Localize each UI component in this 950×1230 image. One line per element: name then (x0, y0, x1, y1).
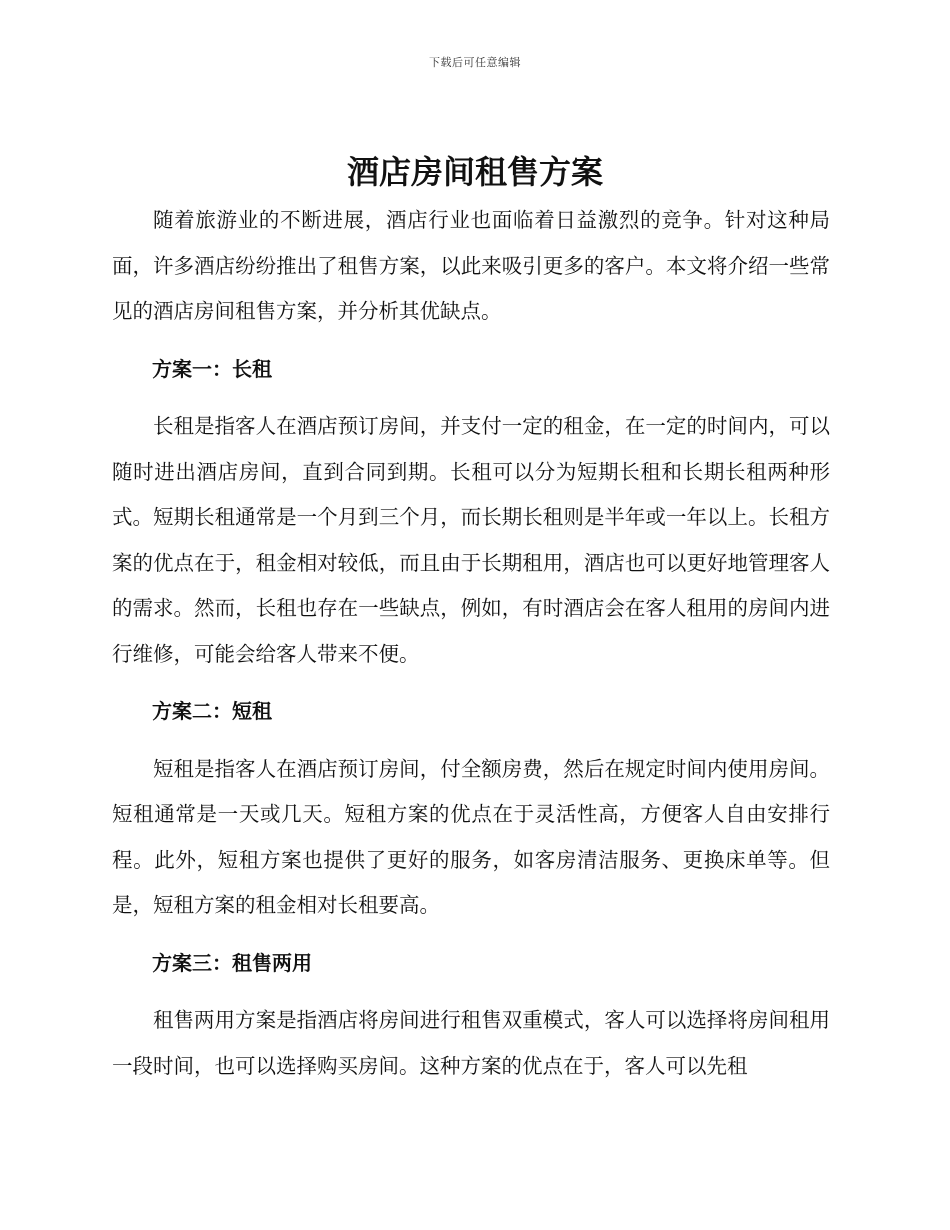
section-paragraph-2: 短租是指客人在酒店预订房间，付全额房费，然后在规定时间内使用房间。短租通常是一天或几天。短租方案的优点在于灵活性高，方便客人自由安排行程。此外，短租方案也提供了更好的服务，如客房清洁服务、更换床单等。但是，短租方案的租金相对长租要高。 (112, 756, 830, 917)
document-body (112, 198, 830, 1089)
document-title: 酒店房间租售方案 (346, 153, 603, 191)
section-paragraph-1: 长租是指客人在酒店预订房间，并支付一定的租金，在一定的时间内，可以随时进出酒店房间，直到合同到期。长租可以分为短期长租和长期长租两种形式。短期长租通常是一个月到三个月，而长期长租则是半年或一年以上。长租方案的优点在于，租金相对较低，而且由于长期租用，酒店也可以更好地管理客人的需求。然而，长租也存在一些缺点，例如，有时酒店会在客人租用的房间内进行维修，可能会给客人带来不便。 (112, 414, 830, 666)
header-note: 下载后可任意编辑 (429, 56, 521, 69)
section-heading-2: 方案二：短租 (152, 699, 272, 723)
intro-paragraph: 随着旅游业的不断进展，酒店行业也面临着日益激烈的竞争。针对这种局面，许多酒店纷纷推出了租售方案，以此来吸引更多的客户。本文将介绍一些常见的酒店房间租售方案，并分析其优缺点。 (112, 208, 830, 323)
section-heading-3: 方案三：租售两用 (152, 950, 312, 975)
section-paragraph-3: 租售两用方案是指酒店将房间进行租售双重模式，客人可以选择将房间租用一段时间，也可以选择购买房间。这种方案的优点在于，客人可以先租 (112, 1008, 830, 1078)
section-heading-1: 方案一：长租 (152, 356, 272, 381)
